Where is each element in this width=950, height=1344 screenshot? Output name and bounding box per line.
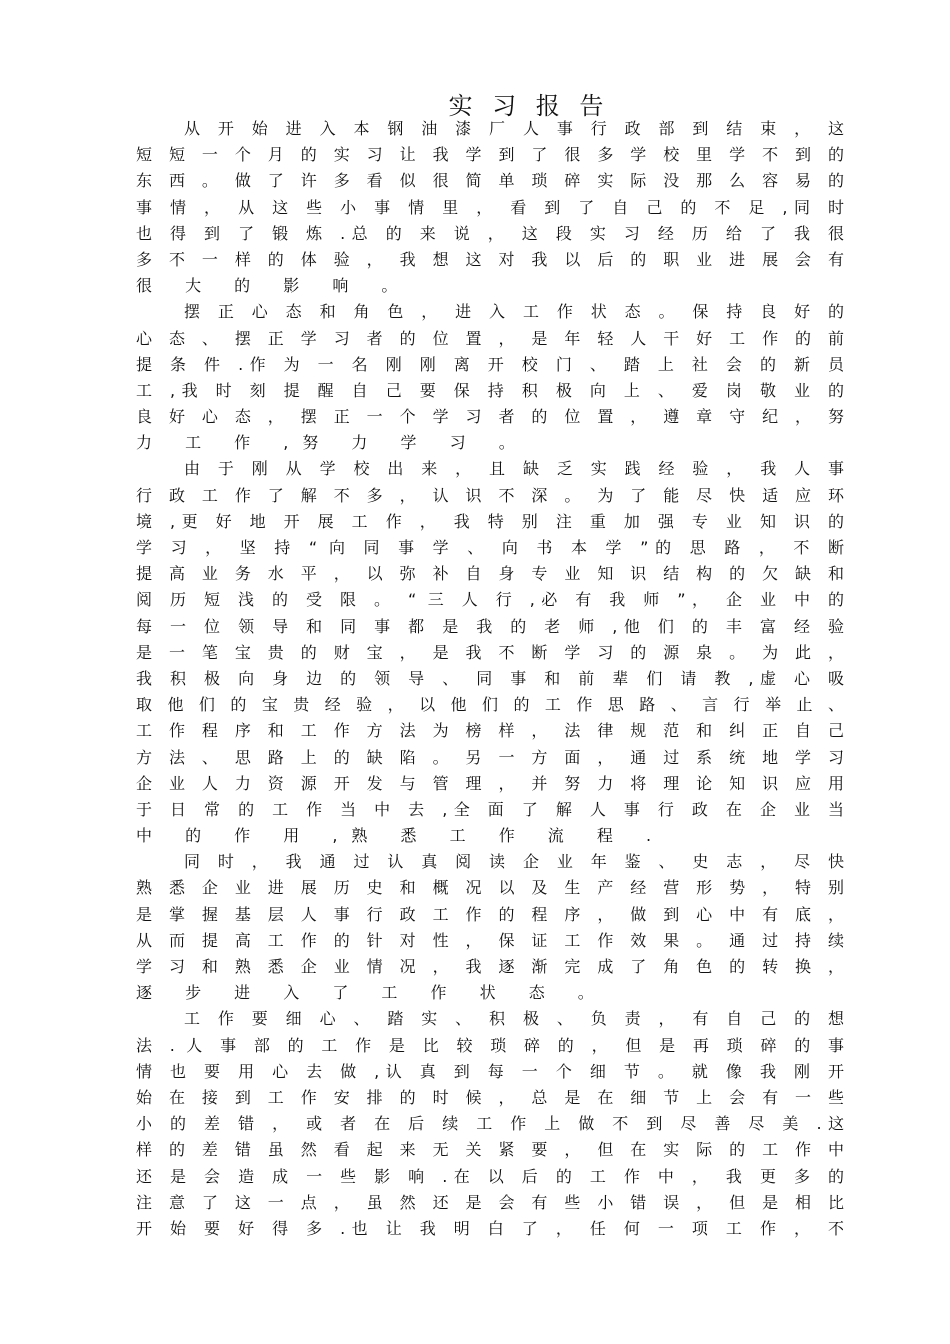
text-line: 学 习 和 熟 悉 企 业 情 况 ， 我 逐 渐 完 成 了 角 色 的 转 换 ， xyxy=(136,957,844,976)
text-line: 是 一 笔 宝 贵 的 财 宝 ， 是 我 不 断 学 习 的 源 泉 。 为 此 ， xyxy=(136,642,844,662)
text-line: 摆 正 心 态 和 角 色 ， 进 入 工 作 状 态 。 保 持 良 好 的 xyxy=(184,302,844,322)
text-line: 工 作 要 细 心 、 踏 实 、 积 极 、 负 责 ， 有 自 己 的 想 xyxy=(184,1009,844,1029)
text-line: 阅 历 短 浅 的 受 限 。 “ 三 人 行 ,必 有 我 师 ”， 企 业 中 的 xyxy=(136,590,844,610)
text-line: 始 在 接 到 工 作 安 排 的 时 候 ， 总 是 在 细 节 上 会 有 一 些 xyxy=(136,1087,844,1107)
text-line: 行 政 工 作 了 解 不 多 ， 认 识 不 深 。 为 了 能 尽 快 适 应 环 xyxy=(136,485,844,505)
text-line: 注 意 了 这 一 点 ， 虽 然 还 是 会 有 些 小 错 误 ， 但 是 相 比 xyxy=(136,1192,844,1212)
text-line: 短 短 一 个 月 的 实 习 让 我 学 到 了 很 多 学 校 里 学 不 到 的 xyxy=(136,145,844,165)
text-line: 多 不 一 样 的 体 验 ， 我 想 这 对 我 以 后 的 职 业 进 展 会 有 xyxy=(136,249,844,269)
text-line: 小 的 差 错 ， 或 者 在 后 续 工 作 上 做 不 到 尽 善 尽 美 .这 xyxy=(136,1114,844,1134)
text-line: 工 作 程 序 和 工 作 方 法 为 榜 样 ， 法 律 规 范 和 纠 正 自 己 xyxy=(136,721,844,741)
text-line: 提 条 件 .作 为 一 名 刚 刚 离 开 校 门 、 踏 上 社 会 的 新 员 xyxy=(136,354,844,374)
text-line: 很 大 的 影 响 。 xyxy=(136,276,412,296)
text-line: 方 法 、 思 路 上 的 缺 陷 。 另 一 方 面 ， 通 过 系 统 地 学 习 xyxy=(136,747,844,767)
text-line: 熟 悉 企 业 进 展 历 史 和 概 况 以 及 生 产 经 营 形 势 ， 特 别 xyxy=(136,878,844,898)
text-line: 同 时 ， 我 通 过 认 真 阅 读 企 业 年 鉴 、 史 志 ， 尽 快 xyxy=(184,852,844,872)
text-line: 法 . 人 事 部 的 工 作 是 比 较 琐 碎 的 ， 但 是 再 琐 碎 的 事 xyxy=(136,1035,844,1055)
text-line: 也 得 到 了 锻 炼 .总 的 来 说 ， 这 段 实 习 经 历 给 了 我 很 xyxy=(136,223,844,243)
text-line: 从 开 始 进 入 本 钢 油 漆 厂 人 事 行 政 部 到 结 束 ， 这 xyxy=(184,119,844,138)
text-line: 由 于 刚 从 学 校 出 来 ， 且 缺 乏 实 践 经 验 ， 我 人 事 xyxy=(184,459,844,479)
text-line: 企 业 人 力 资 源 开 发 与 管 理 ， 并 努 力 将 理 论 知 识 应 用 xyxy=(136,773,844,793)
page-title: 实 习 报 告 xyxy=(448,92,610,120)
text-line: 良 好 心 态 ， 摆 正 一 个 学 习 者 的 位 置 ， 遵 章 守 纪 ， 努 xyxy=(136,407,844,427)
text-line: 力 工 作 ,努 力 学 习 。 xyxy=(136,433,529,453)
text-line: 从 而 提 高 工 作 的 针 对 性 ， 保 证 工 作 效 果 。 通 过 持 续 xyxy=(136,930,844,950)
text-line: 中 的 作 用 ,熟 悉 工 作 流 程 . xyxy=(136,826,666,846)
text-line: 工 ,我 时 刻 提 醒 自 己 要 保 持 积 极 向 上 、 爱 岗 敬 业 的 xyxy=(136,380,844,400)
text-line: 事 情 ， 从 这 些 小 事 情 里 ， 看 到 了 自 己 的 不 足 ,同 时 xyxy=(136,197,844,217)
text-line: 样 的 差 错 虽 然 看 起 来 无 关 紧 要 ， 但 在 实 际 的 工 作 中 xyxy=(136,1140,844,1160)
text-line: 还 是 会 造 成 一 些 影 响 .在 以 后 的 工 作 中 ， 我 更 多 的 xyxy=(136,1166,844,1186)
text-line: 开 始 要 好 得 多 .也 让 我 明 白 了 ， 任 何 一 项 工 作 ， 不 xyxy=(136,1218,844,1238)
report-body xyxy=(136,116,844,1242)
text-line: 心 态 、 摆 正 学 习 者 的 位 置 ， 是 年 轻 人 干 好 工 作 的 前 xyxy=(136,328,844,348)
text-line: 东 西 。 做 了 许 多 看 似 很 简 单 琐 碎 实 际 没 那 么 容 易 的 xyxy=(136,171,844,191)
text-line: 我 积 极 向 身 边 的 领 导 、 同 事 和 前 辈 们 请 教 ,虚 心 吸 xyxy=(136,668,844,688)
text-line: 情 也 要 用 心 去 做 ,认 真 到 每 一 个 细 节 。 就 像 我 刚 开 xyxy=(136,1061,844,1081)
text-line: 提 高 业 务 水 平 ， 以 弥 补 自 身 专 业 知 识 结 构 的 欠 缺 和 xyxy=(136,564,844,584)
text-line: 是 掌 握 基 层 人 事 行 政 工 作 的 程 序 ， 做 到 心 中 有 底 ， xyxy=(136,904,844,924)
text-line: 境 ,更 好 地 开 展 工 作 ， 我 特 别 注 重 加 强 专 业 知 识 的 xyxy=(136,511,844,531)
text-line: 于 日 常 的 工 作 当 中 去 ,全 面 了 解 人 事 行 政 在 企 业 当 xyxy=(136,799,844,819)
text-line: 取 他 们 的 宝 贵 经 验 ， 以 他 们 的 工 作 思 路 、 言 行 举 止 、 xyxy=(136,695,844,715)
text-line: 学 习 ， 坚 持 “ 向 同 事 学 、 向 书 本 学 ”的 思 路 ， 不 断 xyxy=(136,538,844,557)
text-line: 逐 步 进 入 了 工 作 状 态 。 xyxy=(136,983,608,1003)
text-line: 每 一 位 领 导 和 同 事 都 是 我 的 老 师 ,他 们 的 丰 富 经 验 xyxy=(136,616,844,636)
